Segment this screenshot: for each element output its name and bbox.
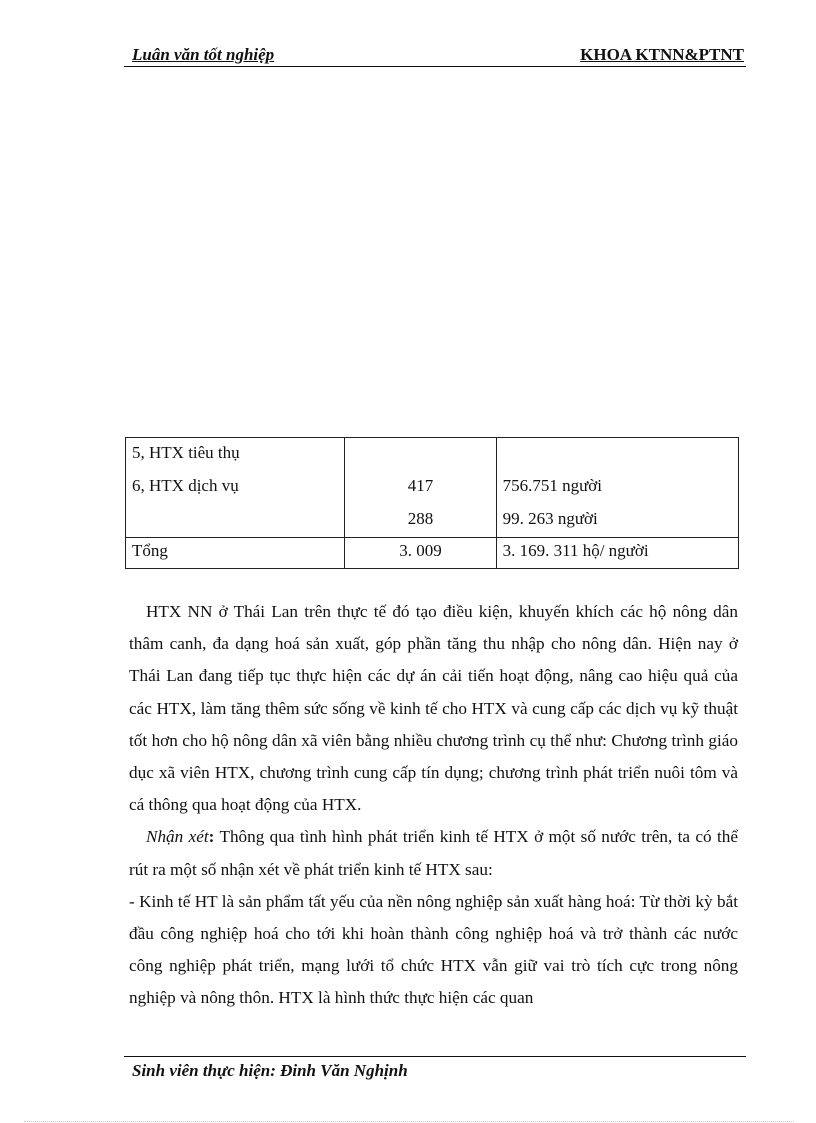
table-cell-line: 99. 263 người bbox=[502, 509, 598, 528]
header-faculty: KHOA KTNN&PTNT bbox=[580, 45, 744, 64]
remark-text: Thông qua tình hình phát triển kinh tế HTX ở một số nước trên, ta có thể rút ra một số nhận xét về phát triển kinh tế HTX sau: bbox=[129, 827, 738, 879]
table-cell-members bbox=[496, 438, 738, 538]
remark-label: Nhận xét bbox=[146, 827, 209, 847]
page-edge-divider bbox=[24, 1121, 794, 1122]
body-text bbox=[129, 596, 738, 1015]
header-thesis-title: Luân văn tốt nghiệp bbox=[132, 45, 275, 64]
table-cell-line: 3. 169. 311 hộ/ người bbox=[502, 541, 649, 560]
paragraph: HTX NN ở Thái Lan trên thực tế đó tạo điều kiện, khuyến khích các hộ nông dân thâm canh, đa dạng hoá sản xuất, góp phần tăng thu nhập cho nông dân. Hiện nay ở Thái Lan đang tiếp tục thực hiện các dự án cải tiến hoạt động, nâng cao hiệu quả của các HTX, làm tăng thêm sức sống về kinh tế cho HTX và cung cấp các dịch vụ kỹ thuật tốt hơn cho hộ nông dân xã viên bằng nhiều chương trình cụ thể như: Chương trình giáo dục xã viên HTX, chương trình cung cấp tín dụng; chương trình phát triển nuôi tôm và cá thông qua hoạt động của HTX. bbox=[129, 602, 738, 815]
table-cell-type bbox=[126, 538, 345, 569]
remark-colon: : bbox=[208, 827, 215, 847]
table-row bbox=[126, 438, 739, 538]
table-cell-line: 6, HTX dịch vụ bbox=[132, 476, 239, 495]
paragraph: - Kinh tế HT là sản phẩm tất yếu của nền nông nghiệp sản xuất hàng hoá: Từ thời kỳ bắt đầu công nghiệp hoá cho tới khi hoàn thành công nghiệp hoá và trở thành các nước công nghiệp phát triển, mạng lưới tổ chức HTX vẫn giữ vai trò tích cực trong nông nghiệp và nông thôn. HTX là hình thức thực hiện các quan bbox=[129, 891, 738, 1008]
table-cell-line bbox=[126, 504, 344, 537]
table-cell-line: 288 bbox=[407, 509, 434, 528]
table-cell-line: 417 bbox=[407, 476, 434, 495]
page-header bbox=[124, 44, 746, 67]
statistics-table bbox=[125, 437, 739, 569]
footer-student-name: Sinh viên thực hiện: Đinh Văn Nghịnh bbox=[132, 1061, 408, 1080]
table-cell-line: Tổng bbox=[132, 541, 168, 560]
table-cell-line: 3. 009 bbox=[399, 541, 442, 560]
paragraph-remark bbox=[129, 821, 738, 885]
table-cell-line bbox=[497, 438, 738, 471]
table-cell-type bbox=[126, 438, 345, 538]
table-cell-line: 756.751 người bbox=[502, 476, 603, 495]
table-cell-members bbox=[496, 538, 738, 569]
table-cell-line bbox=[345, 438, 495, 471]
table-cell-line: 5, HTX tiêu thụ bbox=[132, 443, 240, 462]
page-footer bbox=[124, 1056, 746, 1080]
table-cell-count bbox=[345, 438, 496, 538]
table-cell-count bbox=[345, 538, 496, 569]
table-row-total bbox=[126, 538, 739, 569]
